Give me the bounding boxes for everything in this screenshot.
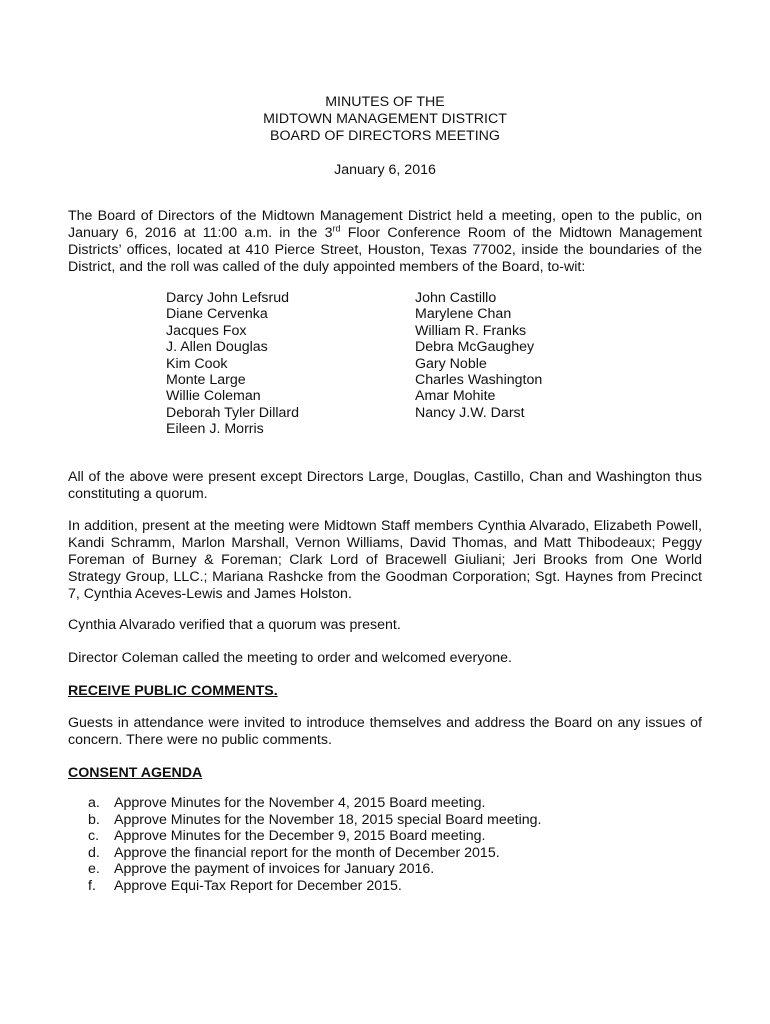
- intro-text-1: The Board of Directors of the Midtown Management District held a meeting, open to the public, on January 6, 2016 at 11:00 a.m. in the 3: [68, 208, 702, 241]
- agenda-letter: c.: [88, 828, 100, 844]
- director-name: Charles Washington: [415, 372, 543, 389]
- director-name: J. Allen Douglas: [166, 339, 268, 356]
- agenda-text: Approve the financial report for the month of December 2015.: [114, 844, 500, 861]
- intro-paragraph: [68, 208, 702, 276]
- public-comments-heading: RECEIVE PUBLIC COMMENTS.: [68, 683, 278, 699]
- director-name: William R. Franks: [415, 322, 527, 339]
- title-line-3: BOARD OF DIRECTORS MEETING: [270, 128, 500, 144]
- director-name: John Castillo: [415, 290, 497, 306]
- agenda-letter: f.: [88, 877, 96, 894]
- agenda-item: [88, 828, 541, 845]
- staff-paragraph: In addition, present at the meeting were Midtown Staff members Cynthia Alvarado, Elizabeth Powell, Kandi Schramm, Marlon Marshall, Vernon Williams, David Thomas, and Matt Thibodeaux; Peggy Foreman of Burney & Foreman; Clark Lord of Bracewell Giuliani; Jeri Brooks from One World Strategy Group, LLC.; Mariana Rashcke from the Goodman Corporation; Sgt. Haynes from Precinct 7, Cynthia Aceves-Lewis and James Holston.: [68, 518, 702, 602]
- director-name: Nancy J.W. Darst: [415, 404, 525, 421]
- meeting-date: January 6, 2016: [334, 162, 436, 178]
- agenda-letter: e.: [88, 861, 100, 877]
- agenda-letter: b.: [88, 811, 100, 828]
- agenda-item: [88, 861, 541, 878]
- director-name: Debra McGaughey: [415, 339, 535, 356]
- director-name: Monte Large: [166, 372, 246, 389]
- agenda-text: Approve Minutes for the November 4, 2015 Board meeting.: [114, 795, 486, 811]
- title-line-1: MINUTES OF THE: [325, 94, 445, 110]
- directors-right-column: [415, 290, 542, 421]
- quorum-paragraph: Cynthia Alvarado verified that a quorum was present.: [68, 617, 401, 633]
- director-name: Deborah Tyler Dillard: [166, 404, 299, 421]
- intro-superscript: rd: [332, 223, 341, 234]
- director-name: Amar Mohite: [415, 388, 496, 405]
- public-comments-paragraph: Guests in attendance were invited to introduce themselves and address the Board on any issues of concern. There were no public comments.: [68, 715, 702, 748]
- title-line-2: MIDTOWN MANAGEMENT DISTRICT: [263, 111, 507, 127]
- agenda-item: [88, 812, 541, 829]
- director-name: Diane Cervenka: [166, 306, 268, 323]
- attendance-paragraph: All of the above were present except Directors Large, Douglas, Castillo, Chan and Washington thus constituting a quorum.: [68, 469, 702, 502]
- agenda-item: [88, 795, 541, 812]
- consent-agenda-heading: CONSENT AGENDA: [68, 765, 203, 781]
- call-to-order-paragraph: Director Coleman called the meeting to order and welcomed everyone.: [68, 650, 512, 666]
- consent-agenda-list: [88, 795, 541, 894]
- director-name: Gary Noble: [415, 355, 487, 372]
- agenda-text: Approve the payment of invoices for January 2016.: [114, 861, 435, 877]
- director-name: Marylene Chan: [415, 306, 512, 323]
- agenda-letter: a.: [88, 795, 100, 811]
- agenda-item: [88, 845, 541, 862]
- director-name: Kim Cook: [166, 355, 228, 372]
- intro-text-2: Floor Conference Room of the Midtown Management Districts’ offices, located at 410 Pierce Street, Houston, Texas 77002, inside the boundaries of the District, and the roll was called of the duly appointed members of the Board, to-wit:: [68, 225, 702, 275]
- director-name: Willie Coleman: [166, 388, 261, 405]
- agenda-text: Approve Minutes for the December 9, 2015 Board meeting.: [114, 828, 486, 844]
- agenda-text: Approve Minutes for the November 18, 2015 special Board meeting.: [114, 811, 542, 828]
- director-name: Darcy John Lefsrud: [166, 290, 290, 306]
- agenda-letter: d.: [88, 844, 100, 861]
- agenda-item: [88, 878, 541, 895]
- agenda-text: Approve Equi-Tax Report for December 2015.: [114, 877, 402, 894]
- directors-left-column: [166, 290, 299, 438]
- director-name: Jacques Fox: [166, 322, 247, 339]
- director-name: Eileen J. Morris: [166, 421, 264, 438]
